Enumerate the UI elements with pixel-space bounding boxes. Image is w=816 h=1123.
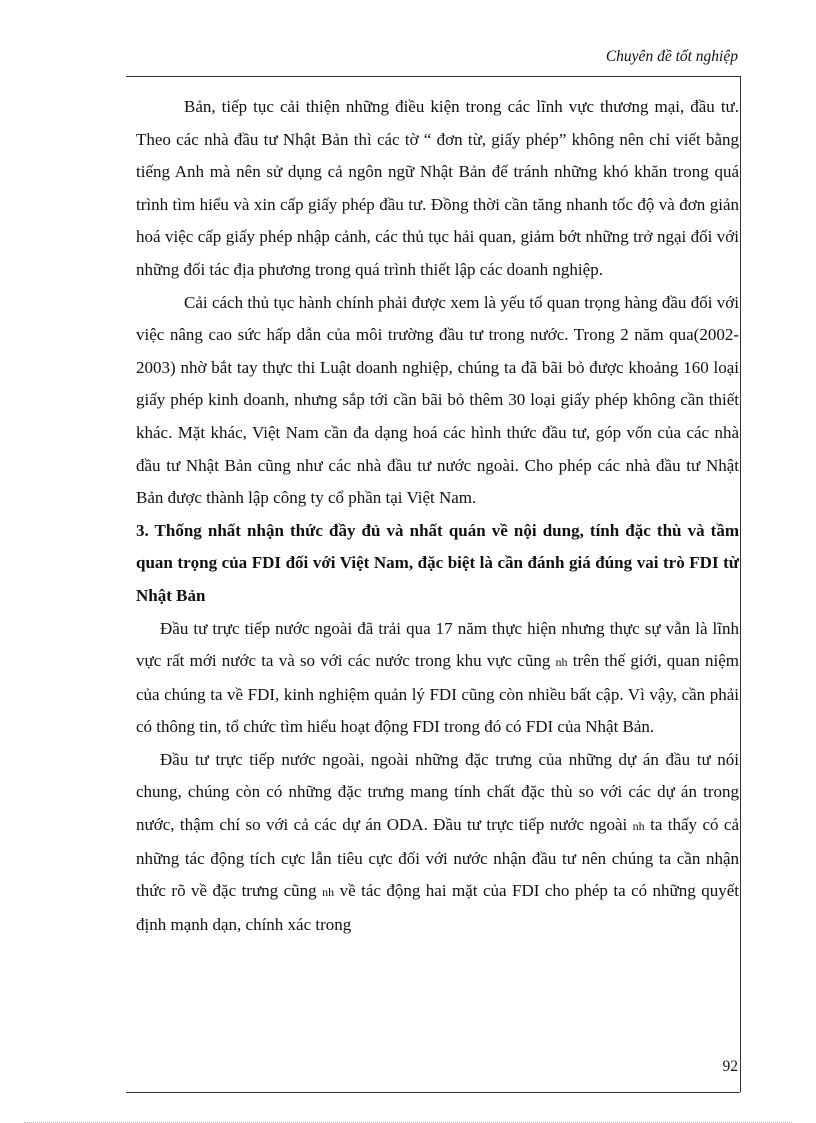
- paragraph-3-fragment: nh: [555, 655, 568, 670]
- page-frame-bottom: [126, 1092, 740, 1093]
- page-number: 92: [722, 1058, 738, 1075]
- paragraph-4-part-b: ta thấy có cả những tác động tích cực lẫn tiêu cực đối với nước nhận đầu tư nên chúng ta cần nhận thức rõ về đặc trưng cũng: [136, 815, 740, 901]
- running-header: Chuyên đề tốt nghiệp: [605, 48, 738, 65]
- paragraph-3-part-a: Đầu tư trực tiếp nước ngoài đã trải qua 17 năm thực hiện nhưng thực sự vẫn là lĩnh vực rất mới nước ta và so với các nước trong khu vực cũng: [136, 618, 739, 671]
- paragraph-4-part-c: về tác động hai mặt của FDI cho phép ta có những quyết định mạnh dạn, chính xác trong: [136, 881, 739, 934]
- paragraph-4-fragment-1: nh: [632, 819, 645, 834]
- paragraph-4-part-a: Đầu tư trực tiếp nước ngoài, ngoài những đặc trưng của những dự án đầu tư nói chung, chúng còn có những đặc trưng mang tính chất đặc thù so với các dự án trong nước, thậm chí so với cả các dự án ODA. Đầu tư trực tiếp nước ngoài: [136, 749, 739, 835]
- paragraph-4-fragment-2: nh: [322, 885, 335, 900]
- paragraph-3-part-b: trên thế giới, quan niệm của chúng ta về FDI, kinh nghiệm quản lý FDI cũng còn nhiều bất cập. Vì vậy, cần phải có thông tin, tổ chức tìm hiểu hoạt động FDI trong đó có FDI của Nhật Bản.: [136, 651, 740, 737]
- page-frame-right: [740, 76, 741, 1092]
- page-frame-top: [126, 76, 740, 77]
- paragraph-4: [136, 744, 739, 942]
- paragraph-3: [136, 613, 739, 744]
- paragraph-2: Cải cách thủ tục hành chính phải được xem là yếu tố quan trọng hàng đầu đối với việc nâng cao sức hấp dẫn của môi trường đầu tư trong nước. Trong 2 năm qua(2002-2003) nhờ bắt tay thực thi Luật doanh nghiệp, chúng ta đã bãi bỏ được khoảng 160 loại giấy phép kinh doanh, nhưng sắp tới cần bãi bỏ thêm 30 loại giấy phép không cần thiết khác. Mặt khác, Việt Nam cần đa dạng hoá các hình thức đầu tư, góp vốn của các nhà đầu tư Nhật Bản cũng như các nhà đầu tư nước ngoài. Cho phép các nhà đầu tư Nhật Bản được thành lập công ty cổ phần tại Việt Nam.: [136, 292, 739, 508]
- document-body: [136, 91, 739, 941]
- paragraph-1: Bản, tiếp tục cải thiện những điều kiện trong các lĩnh vực thương mại, đầu tư. Theo các nhà đầu tư Nhật Bản thì các tờ “ đơn từ, giấy phép” không nên chỉ viết bằng tiếng Anh mà nên sử dụng cả ngôn ngữ Nhật Bản để tránh những khó khăn trong quá trình tìm hiểu và xin cấp giấy phép đầu tư. Đồng thời cần tăng nhanh tốc độ và đơn giản hoá việc cấp giấy phép nhập cảnh, các thủ tục hải quan, giảm bớt những trở ngại đối với những đối tác địa phương trong quá trình thiết lập các doanh nghiệp.: [136, 97, 739, 279]
- section-heading: 3. Thống nhất nhận thức đầy đủ và nhất quán về nội dung, tính đặc thù và tầm quan trọng của FDI đối với Việt Nam, đặc biệt là cần đánh giá đúng vai trò FDI từ Nhật Bản: [136, 520, 739, 605]
